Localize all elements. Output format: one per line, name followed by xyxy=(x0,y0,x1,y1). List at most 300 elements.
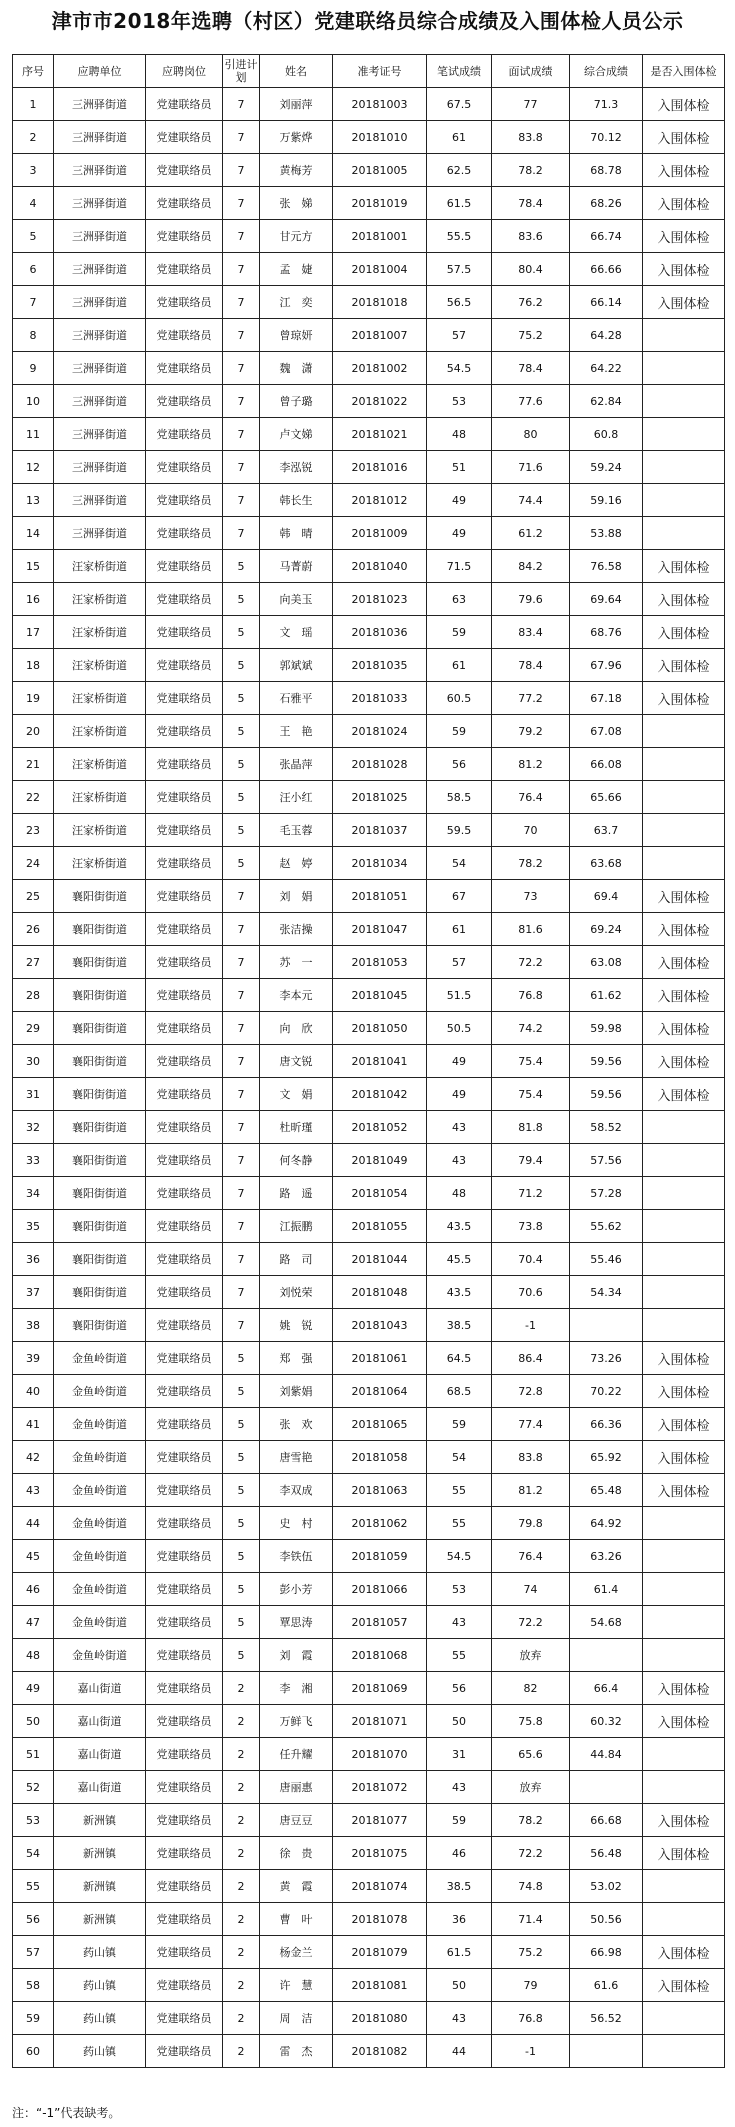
cell-name: 李 湘 xyxy=(260,1672,333,1705)
cell-plan: 5 xyxy=(223,1606,260,1639)
cell-position: 党建联络员 xyxy=(146,1375,223,1408)
cell-exam-id: 20181036 xyxy=(333,616,427,649)
cell-interview-score: 74.8 xyxy=(492,1870,570,1903)
cell-interview-score: 放弃 xyxy=(492,1771,570,1804)
cell-name: 魏 潇 xyxy=(260,352,333,385)
cell-position: 党建联络员 xyxy=(146,1210,223,1243)
cell-interview-score: 79.8 xyxy=(492,1507,570,1540)
cell-unit: 金鱼岭街道 xyxy=(54,1342,146,1375)
table-header xyxy=(13,55,725,88)
cell-plan: 7 xyxy=(223,1045,260,1078)
cell-total-score: 65.92 xyxy=(570,1441,643,1474)
cell-written-score: 44 xyxy=(427,2035,492,2068)
cell-total-score: 61.62 xyxy=(570,979,643,1012)
cell-name: 唐文锐 xyxy=(260,1045,333,1078)
cell-exam-id: 20181042 xyxy=(333,1078,427,1111)
cell-plan: 5 xyxy=(223,1408,260,1441)
cell-exam-id: 20181007 xyxy=(333,319,427,352)
cell-exam-id: 20181022 xyxy=(333,385,427,418)
cell-unit: 嘉山街道 xyxy=(54,1705,146,1738)
cell-position: 党建联络员 xyxy=(146,1012,223,1045)
header-written-score: 笔试成绩 xyxy=(427,55,492,88)
cell-exam-id: 20181041 xyxy=(333,1045,427,1078)
cell-index: 59 xyxy=(13,2002,54,2035)
cell-plan: 5 xyxy=(223,814,260,847)
cell-total-score: 56.48 xyxy=(570,1837,643,1870)
cell-interview-score: 78.2 xyxy=(492,1804,570,1837)
cell-written-score: 67.5 xyxy=(427,88,492,121)
cell-exam-id: 20181037 xyxy=(333,814,427,847)
cell-exam-id: 20181062 xyxy=(333,1507,427,1540)
cell-position: 党建联络员 xyxy=(146,517,223,550)
cell-physical-exam xyxy=(643,1210,725,1243)
cell-exam-id: 20181001 xyxy=(333,220,427,253)
cell-plan: 7 xyxy=(223,1012,260,1045)
cell-physical-exam: 入围体检 xyxy=(643,682,725,715)
cell-total-score: 63.26 xyxy=(570,1540,643,1573)
cell-name: 郭斌斌 xyxy=(260,649,333,682)
table-row xyxy=(13,319,725,352)
cell-written-score: 36 xyxy=(427,1903,492,1936)
cell-physical-exam xyxy=(643,847,725,880)
cell-unit: 汪家桥街道 xyxy=(54,847,146,880)
cell-unit: 三洲驿街道 xyxy=(54,451,146,484)
cell-name: 向 欣 xyxy=(260,1012,333,1045)
cell-exam-id: 20181004 xyxy=(333,253,427,286)
cell-name: 覃思涛 xyxy=(260,1606,333,1639)
table-row xyxy=(13,1243,725,1276)
cell-plan: 5 xyxy=(223,682,260,715)
cell-interview-score: 83.4 xyxy=(492,616,570,649)
cell-name: 文 瑶 xyxy=(260,616,333,649)
cell-written-score: 58.5 xyxy=(427,781,492,814)
cell-physical-exam xyxy=(643,418,725,451)
cell-total-score: 68.26 xyxy=(570,187,643,220)
cell-position: 党建联络员 xyxy=(146,1441,223,1474)
cell-index: 44 xyxy=(13,1507,54,1540)
table-row xyxy=(13,1375,725,1408)
cell-index: 28 xyxy=(13,979,54,1012)
cell-interview-score: 71.6 xyxy=(492,451,570,484)
cell-written-score: 53 xyxy=(427,385,492,418)
cell-unit: 新洲镇 xyxy=(54,1804,146,1837)
cell-physical-exam: 入围体检 xyxy=(643,286,725,319)
cell-name: 张 欢 xyxy=(260,1408,333,1441)
table-row xyxy=(13,748,725,781)
table-row xyxy=(13,187,725,220)
cell-exam-id: 20181033 xyxy=(333,682,427,715)
cell-written-score: 55 xyxy=(427,1639,492,1672)
cell-position: 党建联络员 xyxy=(146,715,223,748)
cell-position: 党建联络员 xyxy=(146,1969,223,2002)
cell-name: 李铁伍 xyxy=(260,1540,333,1573)
cell-written-score: 48 xyxy=(427,1177,492,1210)
cell-plan: 5 xyxy=(223,583,260,616)
cell-index: 19 xyxy=(13,682,54,715)
page-title: 津市市2018年选聘（村区）党建联络员综合成绩及入围体检人员公示 xyxy=(51,9,684,33)
cell-written-score: 43 xyxy=(427,1111,492,1144)
cell-written-score: 55 xyxy=(427,1474,492,1507)
cell-name: 杨金兰 xyxy=(260,1936,333,1969)
cell-unit: 三洲驿街道 xyxy=(54,88,146,121)
cell-total-score: 70.22 xyxy=(570,1375,643,1408)
cell-index: 7 xyxy=(13,286,54,319)
cell-index: 6 xyxy=(13,253,54,286)
results-table xyxy=(12,54,725,2068)
cell-name: 赵 婷 xyxy=(260,847,333,880)
table-row xyxy=(13,1903,725,1936)
cell-total-score xyxy=(570,1639,643,1672)
cell-unit: 襄阳街街道 xyxy=(54,946,146,979)
cell-unit: 襄阳街街道 xyxy=(54,1012,146,1045)
cell-interview-score: 74.4 xyxy=(492,484,570,517)
cell-total-score: 61.4 xyxy=(570,1573,643,1606)
cell-position: 党建联络员 xyxy=(146,1573,223,1606)
cell-plan: 7 xyxy=(223,385,260,418)
cell-interview-score: 80.4 xyxy=(492,253,570,286)
cell-name: 汪小红 xyxy=(260,781,333,814)
cell-name: 曹 叶 xyxy=(260,1903,333,1936)
cell-physical-exam: 入围体检 xyxy=(643,1375,725,1408)
cell-interview-score: 75.4 xyxy=(492,1045,570,1078)
cell-plan: 2 xyxy=(223,1771,260,1804)
cell-position: 党建联络员 xyxy=(146,1144,223,1177)
cell-position: 党建联络员 xyxy=(146,1045,223,1078)
cell-unit: 襄阳街街道 xyxy=(54,1045,146,1078)
cell-written-score: 59 xyxy=(427,1408,492,1441)
cell-position: 党建联络员 xyxy=(146,154,223,187)
cell-position: 党建联络员 xyxy=(146,550,223,583)
cell-physical-exam xyxy=(643,1903,725,1936)
cell-position: 党建联络员 xyxy=(146,352,223,385)
cell-exam-id: 20181045 xyxy=(333,979,427,1012)
table-row xyxy=(13,1210,725,1243)
cell-interview-score: 73.8 xyxy=(492,1210,570,1243)
cell-unit: 金鱼岭街道 xyxy=(54,1606,146,1639)
table-row xyxy=(13,1804,725,1837)
cell-written-score: 50.5 xyxy=(427,1012,492,1045)
cell-unit: 三洲驿街道 xyxy=(54,418,146,451)
cell-interview-score: 75.2 xyxy=(492,319,570,352)
cell-name: 马菁蔚 xyxy=(260,550,333,583)
cell-position: 党建联络员 xyxy=(146,121,223,154)
cell-index: 26 xyxy=(13,913,54,946)
cell-physical-exam: 入围体检 xyxy=(643,1441,725,1474)
cell-written-score: 57 xyxy=(427,319,492,352)
cell-interview-score: 76.8 xyxy=(492,2002,570,2035)
cell-position: 党建联络员 xyxy=(146,1474,223,1507)
cell-total-score: 59.24 xyxy=(570,451,643,484)
cell-position: 党建联络员 xyxy=(146,946,223,979)
cell-exam-id: 20181054 xyxy=(333,1177,427,1210)
cell-position: 党建联络员 xyxy=(146,88,223,121)
cell-physical-exam: 入围体检 xyxy=(643,1045,725,1078)
cell-exam-id: 20181023 xyxy=(333,583,427,616)
cell-index: 47 xyxy=(13,1606,54,1639)
cell-unit: 金鱼岭街道 xyxy=(54,1441,146,1474)
cell-total-score: 44.84 xyxy=(570,1738,643,1771)
cell-total-score: 65.48 xyxy=(570,1474,643,1507)
cell-name: 苏 一 xyxy=(260,946,333,979)
header-total-score: 综合成绩 xyxy=(570,55,643,88)
cell-written-score: 55 xyxy=(427,1507,492,1540)
cell-total-score: 62.84 xyxy=(570,385,643,418)
cell-name: 杜昕瑾 xyxy=(260,1111,333,1144)
table-row xyxy=(13,814,725,847)
cell-physical-exam: 入围体检 xyxy=(643,1804,725,1837)
cell-plan: 2 xyxy=(223,1870,260,1903)
cell-name: 韩长生 xyxy=(260,484,333,517)
cell-name: 韩 晴 xyxy=(260,517,333,550)
cell-total-score: 70.12 xyxy=(570,121,643,154)
cell-position: 党建联络员 xyxy=(146,1078,223,1111)
cell-exam-id: 20181048 xyxy=(333,1276,427,1309)
cell-unit: 襄阳街街道 xyxy=(54,880,146,913)
cell-interview-score: 74.2 xyxy=(492,1012,570,1045)
table-row xyxy=(13,2002,725,2035)
cell-interview-score: 72.2 xyxy=(492,946,570,979)
cell-total-score: 55.62 xyxy=(570,1210,643,1243)
cell-plan: 5 xyxy=(223,1342,260,1375)
table-row xyxy=(13,847,725,880)
cell-interview-score: 81.2 xyxy=(492,748,570,781)
cell-unit: 金鱼岭街道 xyxy=(54,1507,146,1540)
cell-unit: 药山镇 xyxy=(54,1969,146,2002)
cell-written-score: 61 xyxy=(427,121,492,154)
cell-exam-id: 20181044 xyxy=(333,1243,427,1276)
cell-index: 45 xyxy=(13,1540,54,1573)
cell-index: 4 xyxy=(13,187,54,220)
cell-interview-score: 78.2 xyxy=(492,154,570,187)
table-row xyxy=(13,649,725,682)
cell-physical-exam: 入围体检 xyxy=(643,1408,725,1441)
cell-physical-exam xyxy=(643,1738,725,1771)
cell-name: 毛玉蓉 xyxy=(260,814,333,847)
cell-position: 党建联络员 xyxy=(146,1111,223,1144)
cell-physical-exam: 入围体检 xyxy=(643,1936,725,1969)
cell-interview-score: 79 xyxy=(492,1969,570,2002)
cell-position: 党建联络员 xyxy=(146,1243,223,1276)
cell-name: 黄梅芳 xyxy=(260,154,333,187)
cell-position: 党建联络员 xyxy=(146,1342,223,1375)
cell-total-score: 66.68 xyxy=(570,1804,643,1837)
cell-written-score: 59.5 xyxy=(427,814,492,847)
cell-written-score: 54.5 xyxy=(427,1540,492,1573)
cell-written-score: 68.5 xyxy=(427,1375,492,1408)
table-row xyxy=(13,385,725,418)
cell-index: 57 xyxy=(13,1936,54,1969)
cell-unit: 药山镇 xyxy=(54,2035,146,2068)
cell-plan: 5 xyxy=(223,1540,260,1573)
cell-index: 31 xyxy=(13,1078,54,1111)
cell-index: 2 xyxy=(13,121,54,154)
cell-name: 雷 杰 xyxy=(260,2035,333,2068)
cell-name: 张洁操 xyxy=(260,913,333,946)
cell-total-score xyxy=(570,2035,643,2068)
cell-written-score: 53 xyxy=(427,1573,492,1606)
table-row xyxy=(13,1969,725,2002)
cell-plan: 2 xyxy=(223,1903,260,1936)
cell-name: 任升耀 xyxy=(260,1738,333,1771)
cell-interview-score: 79.6 xyxy=(492,583,570,616)
cell-index: 50 xyxy=(13,1705,54,1738)
cell-plan: 7 xyxy=(223,1210,260,1243)
cell-written-score: 61 xyxy=(427,913,492,946)
cell-total-score: 65.66 xyxy=(570,781,643,814)
cell-unit: 汪家桥街道 xyxy=(54,748,146,781)
cell-physical-exam xyxy=(643,814,725,847)
cell-total-score: 57.56 xyxy=(570,1144,643,1177)
cell-index: 23 xyxy=(13,814,54,847)
cell-name: 姚 锐 xyxy=(260,1309,333,1342)
cell-interview-score: -1 xyxy=(492,2035,570,2068)
header-row xyxy=(13,55,725,88)
table-row xyxy=(13,1474,725,1507)
table-row xyxy=(13,352,725,385)
table-row xyxy=(13,1441,725,1474)
cell-exam-id: 20181019 xyxy=(333,187,427,220)
cell-plan: 2 xyxy=(223,2002,260,2035)
cell-name: 李双成 xyxy=(260,1474,333,1507)
table-row xyxy=(13,1507,725,1540)
cell-written-score: 43.5 xyxy=(427,1210,492,1243)
cell-unit: 嘉山街道 xyxy=(54,1771,146,1804)
cell-written-score: 38.5 xyxy=(427,1309,492,1342)
cell-unit: 金鱼岭街道 xyxy=(54,1375,146,1408)
cell-plan: 5 xyxy=(223,1474,260,1507)
cell-physical-exam: 入围体检 xyxy=(643,946,725,979)
cell-name: 徐 贵 xyxy=(260,1837,333,1870)
cell-unit: 金鱼岭街道 xyxy=(54,1639,146,1672)
cell-name: 黄 霞 xyxy=(260,1870,333,1903)
cell-unit: 襄阳街街道 xyxy=(54,1243,146,1276)
cell-exam-id: 20181063 xyxy=(333,1474,427,1507)
cell-unit: 药山镇 xyxy=(54,1936,146,1969)
cell-plan: 7 xyxy=(223,979,260,1012)
cell-total-score: 69.64 xyxy=(570,583,643,616)
cell-interview-score: 74 xyxy=(492,1573,570,1606)
cell-plan: 2 xyxy=(223,1738,260,1771)
cell-physical-exam: 入围体检 xyxy=(643,154,725,187)
cell-total-score: 67.18 xyxy=(570,682,643,715)
cell-index: 38 xyxy=(13,1309,54,1342)
cell-physical-exam xyxy=(643,319,725,352)
cell-interview-score: 75.2 xyxy=(492,1936,570,1969)
header-plan: 引进计划 xyxy=(223,55,260,88)
cell-name: 郑 强 xyxy=(260,1342,333,1375)
cell-physical-exam xyxy=(643,1639,725,1672)
cell-written-score: 38.5 xyxy=(427,1870,492,1903)
table-row xyxy=(13,1639,725,1672)
cell-written-score: 56 xyxy=(427,748,492,781)
cell-interview-score: 77.6 xyxy=(492,385,570,418)
cell-exam-id: 20181047 xyxy=(333,913,427,946)
cell-total-score: 63.7 xyxy=(570,814,643,847)
cell-total-score: 69.4 xyxy=(570,880,643,913)
cell-exam-id: 20181077 xyxy=(333,1804,427,1837)
cell-physical-exam: 入围体检 xyxy=(643,913,725,946)
cell-unit: 三洲驿街道 xyxy=(54,121,146,154)
table-row xyxy=(13,979,725,1012)
cell-total-score: 55.46 xyxy=(570,1243,643,1276)
table-row xyxy=(13,1936,725,1969)
cell-interview-score: 80 xyxy=(492,418,570,451)
cell-interview-score: 81.8 xyxy=(492,1111,570,1144)
cell-position: 党建联络员 xyxy=(146,1309,223,1342)
cell-physical-exam xyxy=(643,1540,725,1573)
cell-physical-exam xyxy=(643,517,725,550)
cell-unit: 三洲驿街道 xyxy=(54,319,146,352)
cell-position: 党建联络员 xyxy=(146,979,223,1012)
cell-unit: 汪家桥街道 xyxy=(54,550,146,583)
cell-written-score: 67 xyxy=(427,880,492,913)
cell-unit: 汪家桥街道 xyxy=(54,814,146,847)
cell-interview-score: 79.4 xyxy=(492,1144,570,1177)
cell-total-score: 66.66 xyxy=(570,253,643,286)
cell-name: 文 娟 xyxy=(260,1078,333,1111)
cell-name: 唐豆豆 xyxy=(260,1804,333,1837)
cell-interview-score: 73 xyxy=(492,880,570,913)
cell-exam-id: 20181072 xyxy=(333,1771,427,1804)
table-row xyxy=(13,418,725,451)
cell-unit: 三洲驿街道 xyxy=(54,385,146,418)
cell-physical-exam: 入围体检 xyxy=(643,979,725,1012)
cell-physical-exam: 入围体检 xyxy=(643,1672,725,1705)
cell-exam-id: 20181003 xyxy=(333,88,427,121)
cell-exam-id: 20181005 xyxy=(333,154,427,187)
cell-written-score: 61.5 xyxy=(427,187,492,220)
cell-position: 党建联络员 xyxy=(146,1705,223,1738)
cell-physical-exam: 入围体检 xyxy=(643,1342,725,1375)
cell-name: 万鲜飞 xyxy=(260,1705,333,1738)
cell-interview-score: 72.8 xyxy=(492,1375,570,1408)
cell-position: 党建联络员 xyxy=(146,1639,223,1672)
cell-exam-id: 20181058 xyxy=(333,1441,427,1474)
cell-name: 唐丽惠 xyxy=(260,1771,333,1804)
cell-total-score: 64.22 xyxy=(570,352,643,385)
cell-total-score: 53.02 xyxy=(570,1870,643,1903)
cell-unit: 襄阳街街道 xyxy=(54,1177,146,1210)
cell-physical-exam: 入围体检 xyxy=(643,1705,725,1738)
cell-exam-id: 20181034 xyxy=(333,847,427,880)
cell-index: 25 xyxy=(13,880,54,913)
cell-index: 27 xyxy=(13,946,54,979)
cell-written-score: 43 xyxy=(427,1144,492,1177)
cell-total-score: 60.32 xyxy=(570,1705,643,1738)
table-row xyxy=(13,253,725,286)
cell-written-score: 45.5 xyxy=(427,1243,492,1276)
cell-plan: 7 xyxy=(223,913,260,946)
cell-total-score: 63.08 xyxy=(570,946,643,979)
cell-exam-id: 20181075 xyxy=(333,1837,427,1870)
cell-name: 孟 婕 xyxy=(260,253,333,286)
table-row xyxy=(13,1342,725,1375)
cell-exam-id: 20181079 xyxy=(333,1936,427,1969)
cell-plan: 5 xyxy=(223,847,260,880)
cell-index: 55 xyxy=(13,1870,54,1903)
cell-interview-score: 77 xyxy=(492,88,570,121)
cell-physical-exam xyxy=(643,1243,725,1276)
cell-physical-exam xyxy=(643,1573,725,1606)
cell-written-score: 57 xyxy=(427,946,492,979)
cell-written-score: 43.5 xyxy=(427,1276,492,1309)
cell-plan: 7 xyxy=(223,1144,260,1177)
cell-position: 党建联络员 xyxy=(146,1606,223,1639)
cell-name: 甘元方 xyxy=(260,220,333,253)
table-row xyxy=(13,154,725,187)
cell-plan: 7 xyxy=(223,352,260,385)
cell-name: 曾子璐 xyxy=(260,385,333,418)
